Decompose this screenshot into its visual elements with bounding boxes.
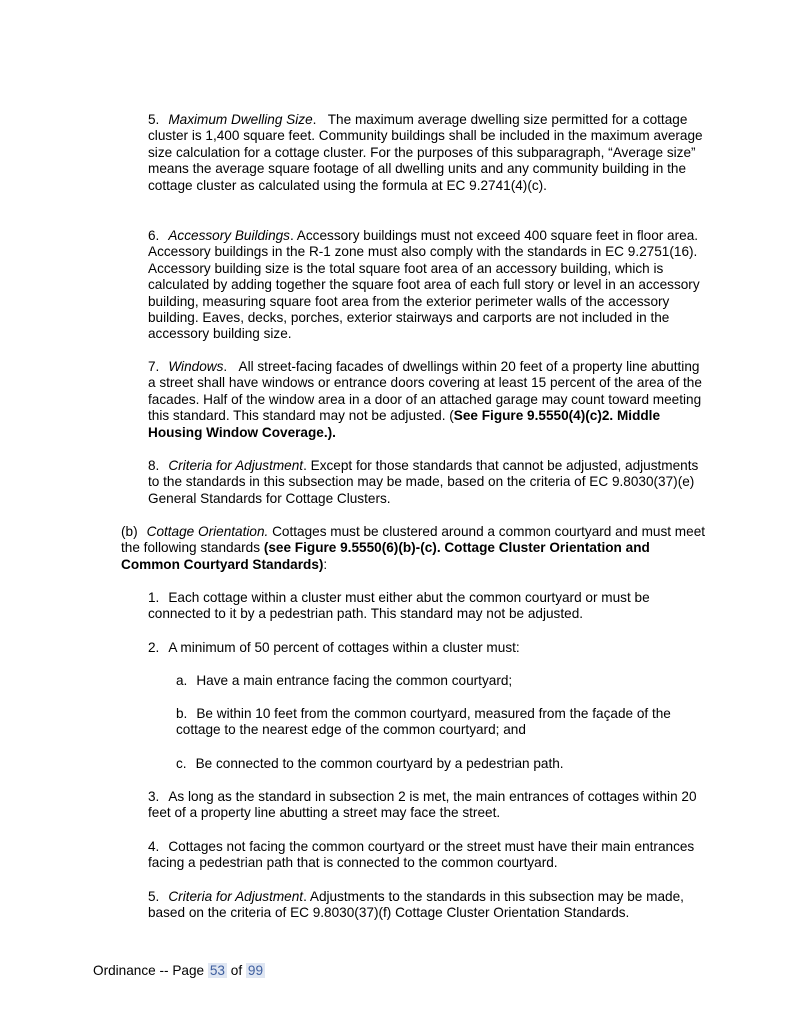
figure-reference: See Figure 9.5550(4)(c)2. Middle Housing Window Coverage.). (148, 408, 661, 440)
item-b1: 1. Each cottage within a cluster must either abut the common courtyard or must be connected to it by a pedestrian path. This standard may not be adjusted. (148, 590, 650, 622)
paragraph-title: Accessory Buildings (168, 228, 290, 243)
subsection-title: Cottage Orientation. (146, 524, 269, 539)
item-b4: 4. Cottages not facing the common courtyard or the street must have their main entrances facing a pedestrian path that is connected to the common courtyard. (148, 839, 695, 871)
subsection-b-cottage-orientation: (b) Cottage Orientation. Cottages must be clustered around a common courtyard and must meet the following standards (see Figure 9.5550(6)(b)-(c). Cottage Cluster Orientation and Common Courtyard Standards): (121, 524, 706, 572)
item-b2: 2. A minimum of 50 percent of cottages within a cluster must: (148, 640, 520, 655)
paragraph-title: Criteria for Adjustment (168, 458, 304, 473)
paragraph-title: Windows (168, 359, 224, 374)
item-b2b: b. Be within 10 feet from the common courtyard, measured from the façade of the cottage to the nearest edge of the common courtyard; and (176, 706, 671, 738)
item-b3: 3. As long as the standard in subsection 2 is met, the main entrances of cottages within 20 feet of a property line abutting a street may face the street. (148, 789, 697, 821)
paragraph-7-windows: 7. Windows. All street-facing facades of dwellings within 20 feet of a property line abutting a street shall have windows or entrance doors covering at least 15 percent of the area of the facades. Half of the window area in a door of an attached garage may count toward meeting this standard. This standard may not be adjusted. (See Figure 9.5550(4)(c)2. Middle Housing Window Coverage.). (148, 359, 702, 440)
item-b2c: c. Be connected to the common courtyard by a pedestrian path. (176, 756, 564, 771)
item-b5: 5. Criteria for Adjustment. Adjustments to the standards in this subsection may be made, based on the criteria of EC 9.8030(37)(f) Cottage Cluster Orientation Standards. (148, 889, 684, 921)
subsection-body: Cottages must be clustered around a common courtyard and must meet the following standards (121, 524, 706, 556)
paragraph-body: Accessory buildings must not exceed 400 square feet in floor area. Accessory buildings in the R-1 zone must also comply with the standards in EC 9.2751(16). Accessory building size is the total square foot area of an accessory building, which is calculated by adding together the square foot area of each full story or level in an accessory building, measuring square foot area from the exterior perimeter walls of the accessory building. Eaves, decks, porches, exterior stairways and carports are not included in the accessory building size. (148, 228, 700, 342)
page-footer (93, 963, 265, 979)
figure-reference: (see Figure 9.5550(6)(b)-(c). Cottage Cluster Orientation and Common Courtyard Standards) (121, 540, 650, 572)
paragraph-body: Except for those standards that cannot be adjusted, adjustments to the standards in this subsection may be made, based on the criteria of EC 9.8030(37)(e) General Standards for Cottage Clusters. (148, 458, 699, 506)
paragraph-5-maximum-dwelling-size: 5. Maximum Dwelling Size. The maximum average dwelling size permitted for a cottage cluster is 1,400 square feet. Community buildings shall be included in the maximum average size calculation for a cottage cluster. For the purposes of this subparagraph, “Average size” means the average square footage of all dwelling units and any community building in the cottage cluster as calculated using the formula at EC 9.2741(4)(c). (148, 112, 703, 193)
paragraph-8-criteria-for-adjustment: 8. Criteria for Adjustment. Except for those standards that cannot be adjusted, adjustments to the standards in this subsection may be made, based on the criteria of EC 9.8030(37)(e) General Standards for Cottage Clusters. (148, 458, 699, 506)
footer-of: of (230, 963, 243, 978)
item-b2a: a. Have a main entrance facing the common courtyard; (176, 673, 513, 688)
footer-label: Ordinance -- Page (93, 963, 205, 978)
paragraph-6-accessory-buildings: 6. Accessory Buildings. Accessory buildings must not exceed 400 square feet in floor area. Accessory buildings in the R-1 zone must also comply with the standards in EC 9.2751(16). Accessory building size is the total square foot area of an accessory building, which is calculated by adding together the square foot area of each full story or level in an accessory building, measuring square foot area from the exterior perimeter walls of the accessory building. Eaves, decks, porches, exterior stairways and carports are not included in the accessory building size. (148, 228, 700, 342)
paragraph-body: The maximum average dwelling size permitted for a cottage cluster is 1,400 square feet. Community buildings shall be included in the maximum average size calculation for a cottage cluster. For the purposes of this subparagraph, “Average size” means the average square footage of all dwelling units and any community building in the cottage cluster as calculated using the formula at EC 9.2741(4)(c). (148, 112, 703, 193)
paragraph-title: Criteria for Adjustment (168, 889, 304, 904)
page-total: 99 (247, 963, 264, 978)
paragraph-title: Maximum Dwelling Size (168, 112, 313, 127)
page-number: 53 (209, 963, 225, 978)
paragraph-body: All street-facing facades of dwellings within 20 feet of a property line abutting a street shall have windows or entrance doors covering at least 15 percent of the area of the facades. Half of the window area in a door of an attached garage may count toward meeting this standard. This standard may not be adjusted. ( (148, 359, 702, 424)
